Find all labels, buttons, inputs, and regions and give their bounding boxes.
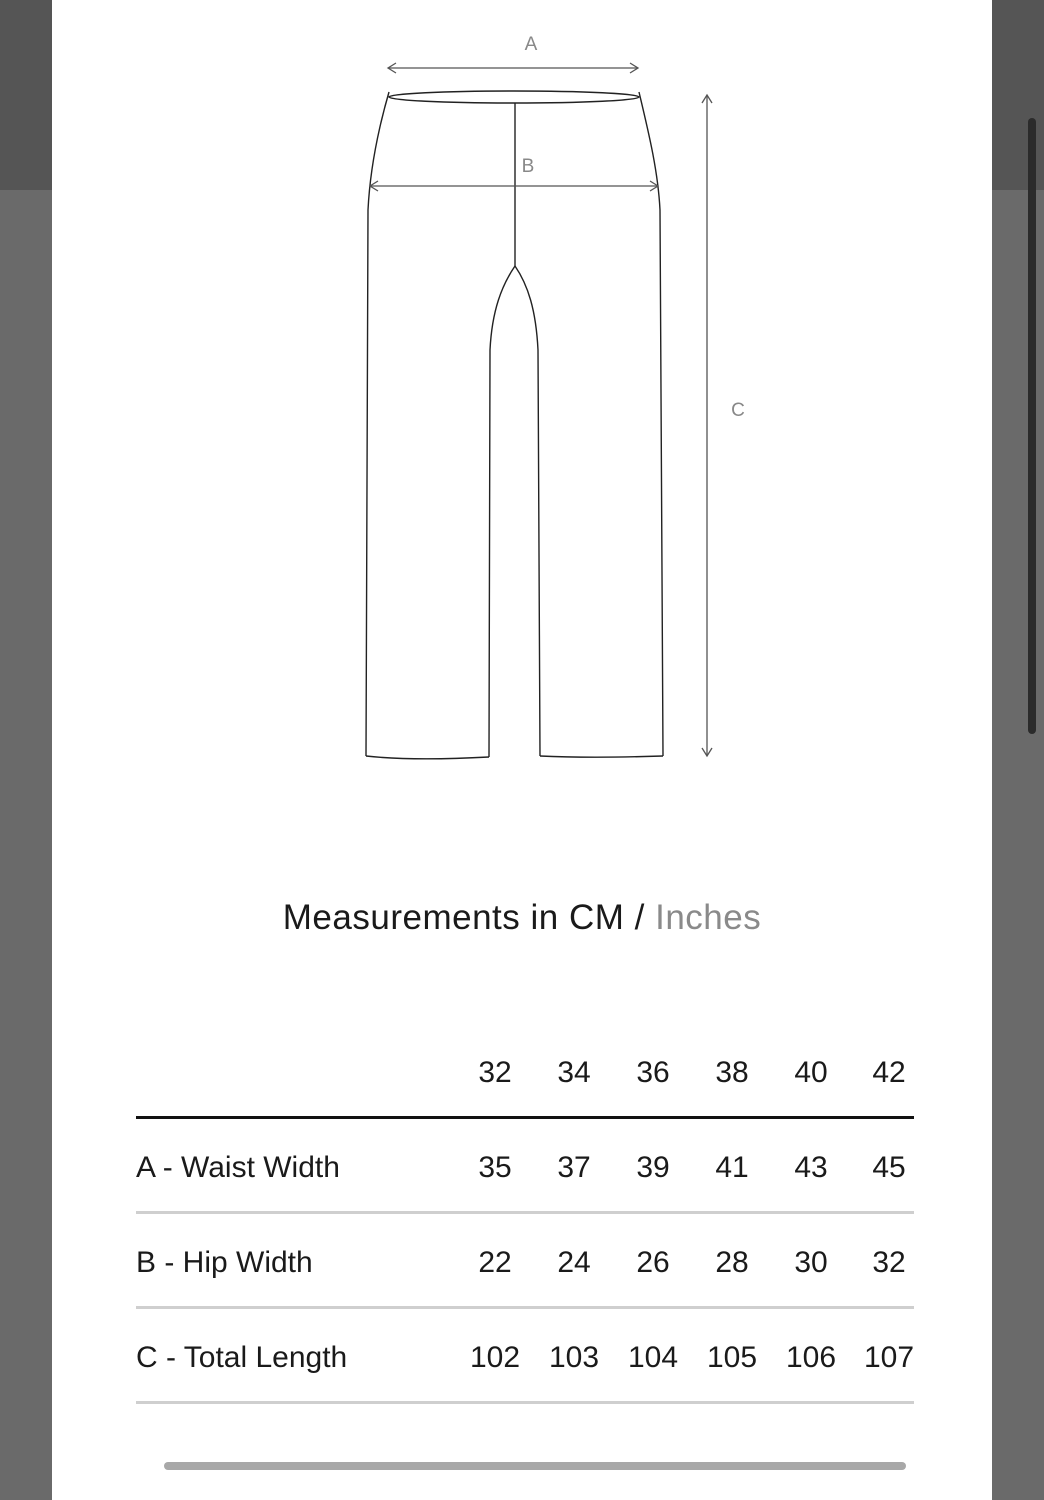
pants-outline <box>366 91 663 759</box>
backdrop-top-right <box>992 0 1044 190</box>
table-cell: 45 <box>872 1151 906 1184</box>
row-label: C - Total Length <box>136 1341 348 1374</box>
size-header: 38 <box>715 1056 749 1089</box>
table-cell: 37 <box>557 1151 591 1184</box>
table-row-hip-width <box>136 1214 914 1309</box>
table-cell: 26 <box>636 1246 670 1279</box>
table-cell: 32 <box>872 1246 906 1279</box>
size-header: 40 <box>794 1056 828 1089</box>
table-cell: 107 <box>863 1341 915 1374</box>
size-header-row <box>136 1040 914 1119</box>
table-cell: 43 <box>794 1151 828 1184</box>
size-chart-table <box>136 1040 914 1404</box>
scrollbar-thumb[interactable] <box>1028 118 1036 734</box>
total-length-arrow <box>702 95 712 756</box>
table-cell: 35 <box>478 1151 512 1184</box>
table-cell: 105 <box>706 1341 758 1374</box>
size-header: 32 <box>478 1056 512 1089</box>
table-cell: 41 <box>715 1151 749 1184</box>
table-cell: 28 <box>715 1246 749 1279</box>
table-cell: 106 <box>785 1341 837 1374</box>
table-cell: 39 <box>636 1151 670 1184</box>
size-guide-sheet <box>52 0 992 1500</box>
size-header: 36 <box>636 1056 670 1089</box>
table-row-waist-width <box>136 1119 914 1214</box>
table-cell: 104 <box>627 1341 679 1374</box>
dimension-label-c: C <box>731 400 745 421</box>
dimension-label-a: A <box>524 34 538 55</box>
table-cell: 30 <box>794 1246 828 1279</box>
table-cell: 103 <box>548 1341 600 1374</box>
table-cell: 102 <box>469 1341 521 1374</box>
pants-diagram <box>52 0 992 800</box>
dimension-label-b: B <box>521 156 535 177</box>
table-cell: 22 <box>478 1246 512 1279</box>
unit-cm: Measurements in CM <box>282 898 625 937</box>
waist-width-arrow <box>388 63 638 73</box>
measurement-units-title <box>52 898 992 938</box>
hip-width-arrow <box>370 181 658 191</box>
home-indicator[interactable] <box>164 1462 906 1470</box>
size-header: 34 <box>557 1056 591 1089</box>
unit-separator: / <box>634 898 645 937</box>
backdrop-top-left <box>0 0 52 190</box>
row-label: B - Hip Width <box>136 1246 313 1279</box>
unit-inches-toggle[interactable]: Inches <box>655 898 762 937</box>
table-row-total-length <box>136 1309 914 1404</box>
table-cell: 24 <box>557 1246 591 1279</box>
size-header: 42 <box>872 1056 906 1089</box>
row-label: A - Waist Width <box>136 1151 340 1184</box>
